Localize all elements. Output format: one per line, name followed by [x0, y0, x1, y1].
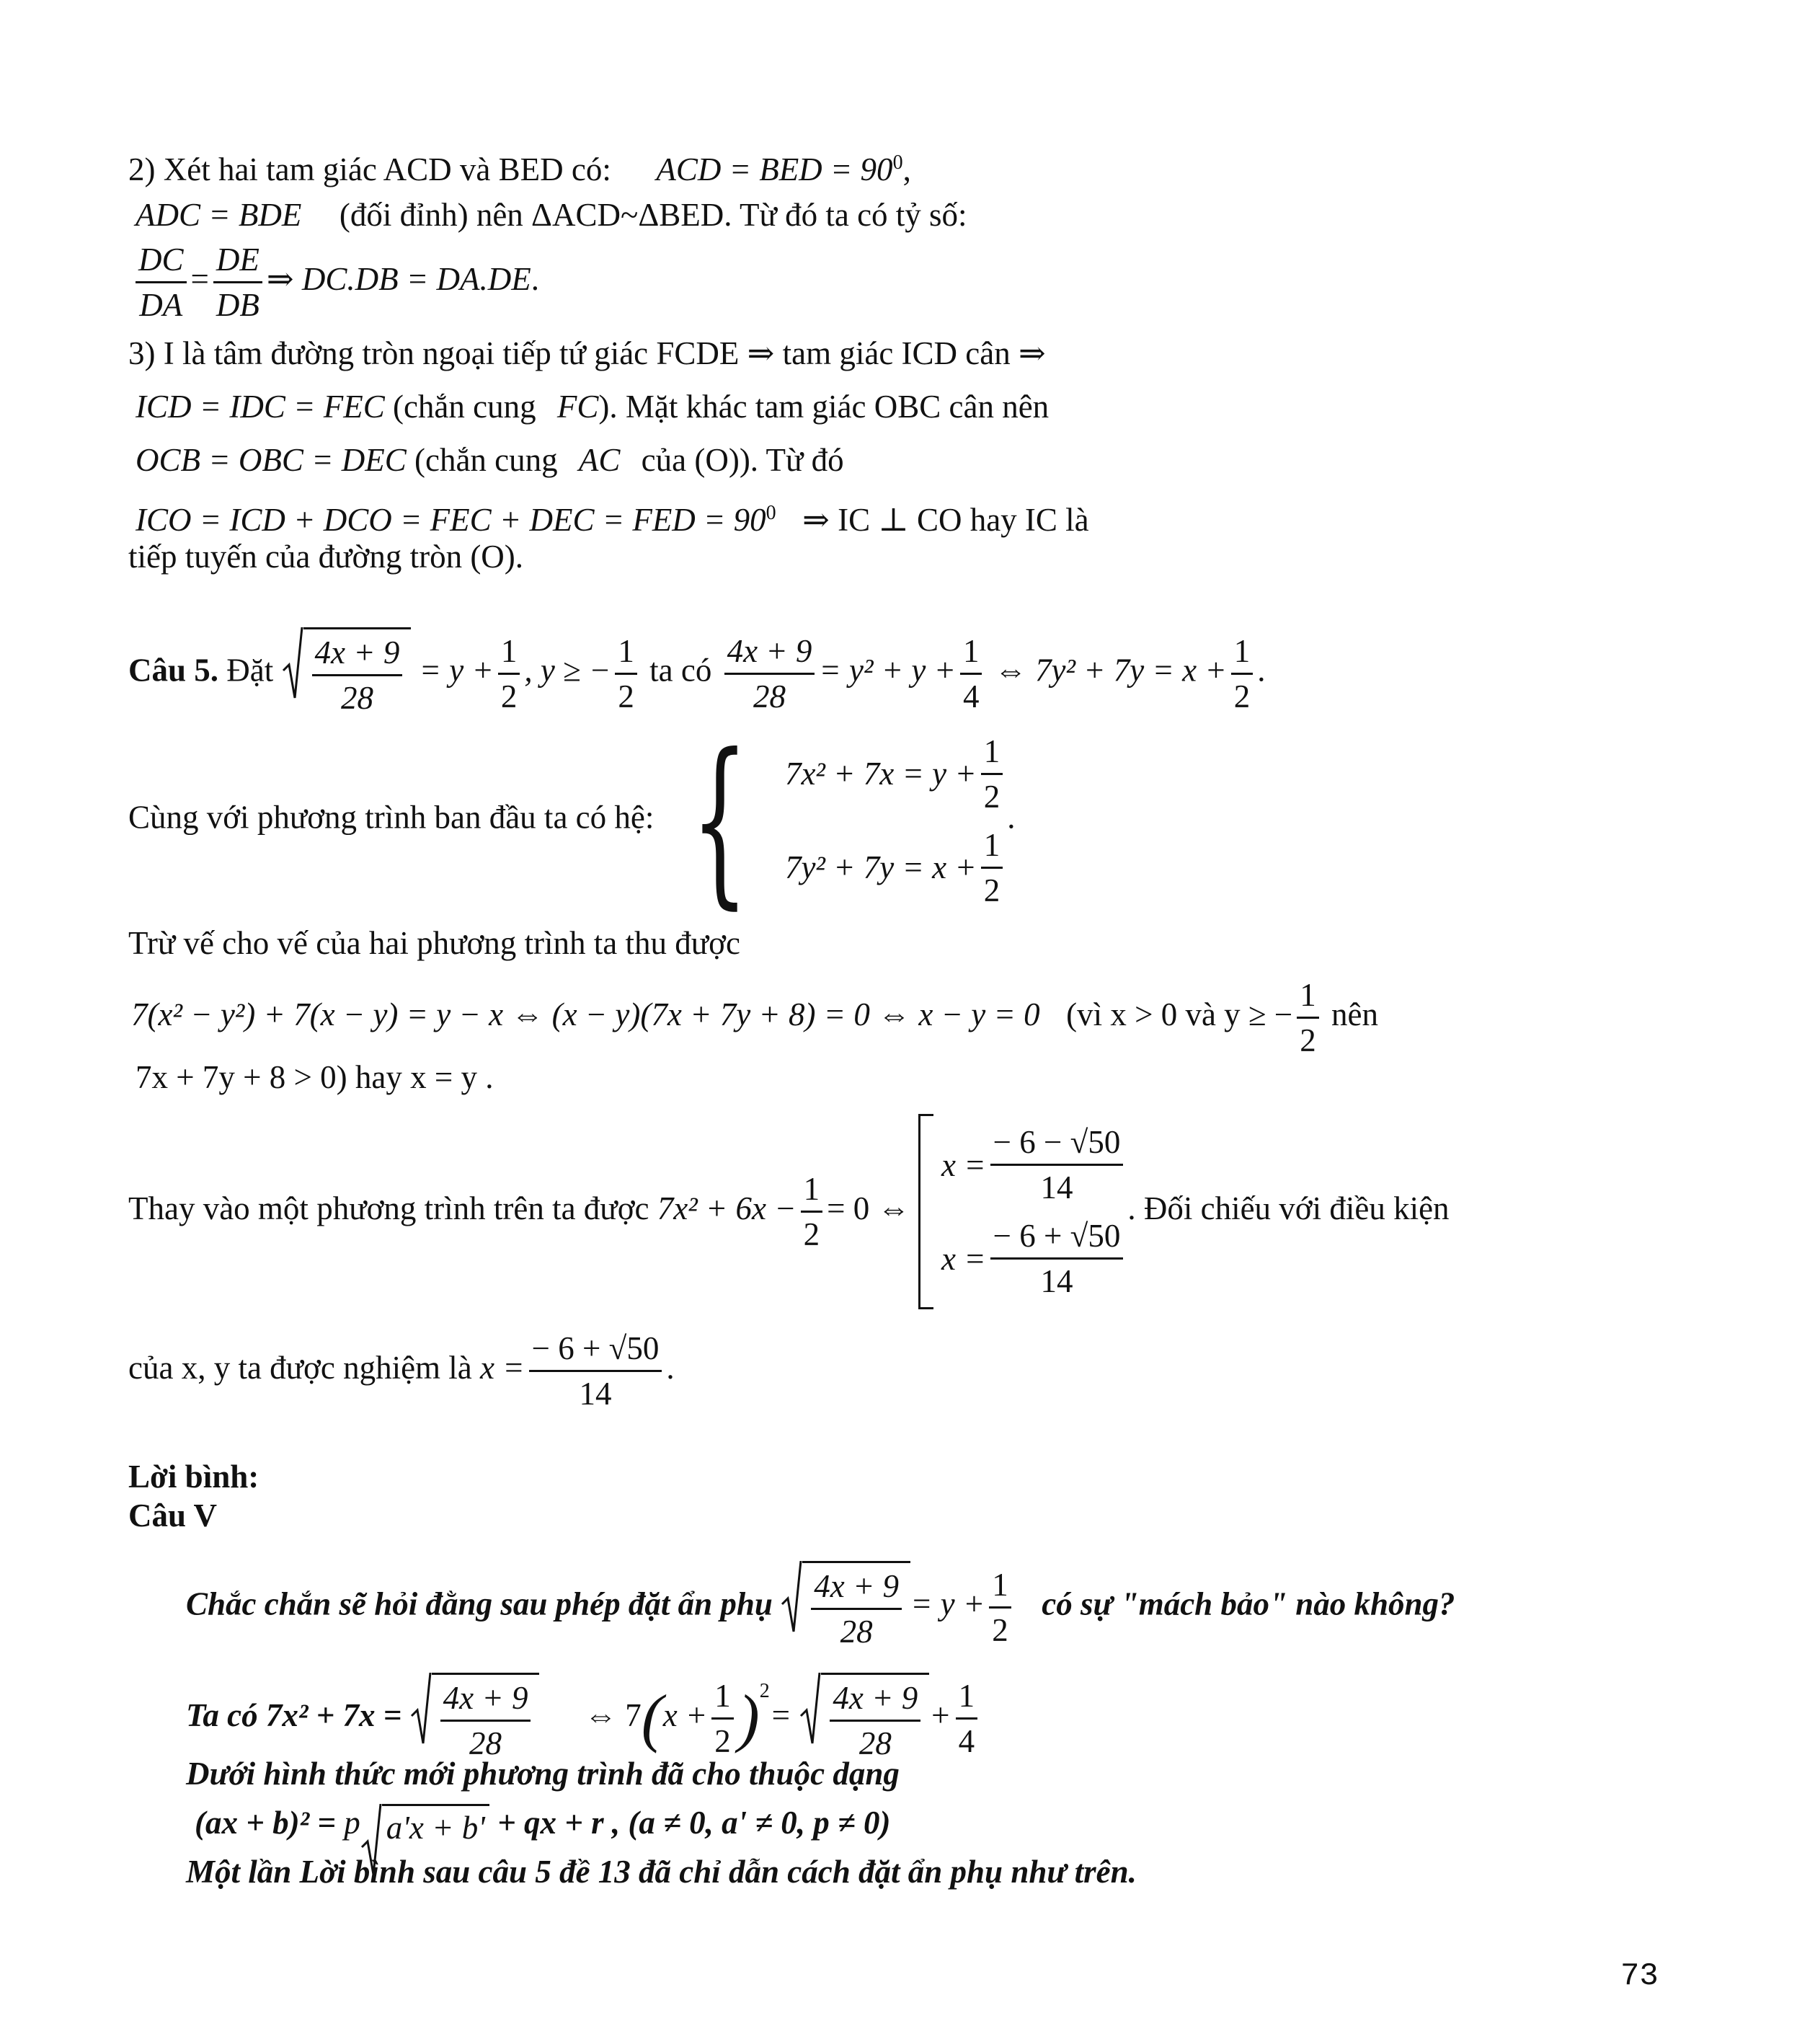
root-x: x =: [941, 1146, 986, 1183]
loi-binh: Lời bình:: [128, 1459, 259, 1495]
num: 1: [711, 1674, 734, 1720]
den: DB: [216, 287, 259, 323]
num: 4x + 9: [312, 631, 403, 676]
root1: [990, 1120, 1124, 1209]
roots: [941, 1118, 1127, 1306]
num: 1: [1297, 973, 1319, 1019]
p3-c-math: OCB = OBC = DEC: [136, 442, 407, 478]
frac-half: [1231, 629, 1254, 718]
frac-de-db: [213, 238, 262, 327]
p3-b-t2: ). Mặt khác tam giác OBC cân nên: [598, 389, 1050, 425]
p3-line1: 3) I là tâm đường tròn ngoại tiếp tứ giác FCDE ⇒ tam giác ICD cân ⇒: [128, 335, 1046, 371]
cau-v: Câu V: [128, 1497, 217, 1534]
p3-b-t1: (chắn cung: [392, 389, 536, 425]
degree: 0: [766, 502, 776, 524]
bracket-icon: [918, 1114, 933, 1309]
num: − 6 + √50: [990, 1214, 1124, 1260]
rad-body: a'x + b': [382, 1804, 489, 1848]
frac: [312, 631, 403, 720]
page-number: 73: [1620, 1958, 1659, 1994]
nen: nên: [1331, 996, 1378, 1032]
root2: [990, 1214, 1124, 1303]
frac: [811, 1565, 902, 1653]
lb2: [186, 1671, 982, 1765]
frac-quarter: [960, 629, 982, 718]
sqrt-lb2b: [799, 1673, 929, 1765]
den: 14: [579, 1376, 612, 1412]
p2-line2: [136, 195, 967, 235]
p3-line2: [136, 386, 1049, 427]
den: 2: [992, 1611, 1008, 1648]
num: − 6 − √50: [990, 1120, 1124, 1166]
frac: [830, 1676, 920, 1765]
frac: [440, 1676, 531, 1765]
den: 4: [962, 678, 980, 714]
sys-l1: 7x² + 7x = y +: [784, 756, 977, 792]
radical-icon: [282, 627, 303, 699]
lb1-eq: = y +: [910, 1585, 985, 1622]
lb4-a: (ax + b)² =: [195, 1805, 336, 1841]
sys-l2: 7y² + 7y = x +: [784, 849, 977, 885]
root-row: [941, 1212, 1127, 1306]
p3-c-ac: AC: [578, 442, 621, 478]
p2-b-math: ADC = BDE: [136, 197, 302, 233]
den: 28: [469, 1725, 502, 1761]
num: 1: [981, 823, 1003, 869]
c5-eq3: ⇔ 7y² + 7y = x +: [994, 652, 1227, 689]
radical-icon: [410, 1673, 432, 1745]
den: 2: [1233, 678, 1251, 714]
num: − 6 + √50: [529, 1327, 662, 1372]
p2-math: ACD = BED = 90: [656, 151, 893, 187]
frac-half: [981, 730, 1003, 818]
sys-row: [785, 727, 1007, 820]
sqrt-lb1: [781, 1561, 910, 1653]
thay-text: Thay vào một phương trình trên ta được: [128, 1190, 649, 1226]
lb4-b: + qx + r , (a ≠ 0, a' ≠ 0, p ≠ 0): [497, 1805, 891, 1841]
p3-b-fc: FC: [556, 389, 599, 425]
sqrt-lb4: [360, 1804, 489, 1848]
c5-line: Câu 5. Đặt $\frac{4x + 9}{28}$ = y + $\frac{1}{2}$ , y ≥ − $\frac{1}{2}$ ta có $\frac{4x + 9}{28}$ = y² + y + $\frac{1}{4}$ ⇔ 7y² + 7y = x + $\frac{1}{2}$ .: [128, 627, 1265, 720]
eq-cont: 7x + 7y + 8 > 0) hay x = y .: [136, 1059, 494, 1095]
c5-eq1: = y +: [419, 652, 494, 689]
lb2-xp: x +: [662, 1697, 708, 1733]
c5-eq2: = y² + y +: [819, 652, 956, 689]
lb5: Một lần Lời bình sau câu 5 đề 13 đã chỉ dẫn cách đặt ẩn phụ như trên.: [186, 1854, 1137, 1890]
ratio-rest: ⇒ DC.DB = DA.DE: [266, 260, 531, 297]
p3-line5: tiếp tuyến của đường tròn (O).: [128, 539, 524, 575]
radical-icon: [799, 1673, 821, 1745]
eq-long-line: [131, 973, 1378, 1062]
lb1-b: có sự "mách bảo" nào không?: [1042, 1585, 1455, 1622]
den: 2: [618, 678, 634, 714]
thay-eq: 7x² + 6x −: [657, 1190, 797, 1226]
den: 2: [983, 872, 1000, 908]
p3-d-math: ICO = ICD + DCO = FEC + DEC = FED = 90: [136, 502, 766, 538]
num: 1: [960, 629, 982, 675]
paren-close: ): [737, 1682, 760, 1754]
thay-line: [128, 1114, 1450, 1309]
den: 14: [1040, 1169, 1073, 1205]
p3-b-math: ICD = IDC = FEC: [136, 389, 385, 425]
lb4-p: p: [344, 1805, 360, 1841]
lb2-seven: 7: [625, 1697, 642, 1733]
frac-half: [711, 1674, 734, 1763]
num: 1: [989, 1563, 1011, 1609]
p3-c-t1: (chắn cung: [414, 442, 558, 478]
root-row: [941, 1118, 1127, 1212]
thay-eq2: = 0 ⇔: [827, 1190, 910, 1226]
num: 1: [801, 1167, 823, 1213]
p2-text: 2) Xét hai tam giác ACD và BED có:: [128, 151, 611, 187]
num: 4x + 9: [811, 1565, 902, 1610]
p3-c-t2: của (O)). Từ đó: [641, 442, 844, 478]
den: 28: [858, 1725, 892, 1761]
sqrt-c5: [282, 627, 412, 720]
nghiem-frac: [529, 1327, 662, 1415]
system-line: Cùng với phương trình ban đầu ta có hệ: { 7x² + 7x = y + $\frac{1}{2}$ 7y² + 7y = x + $\frac{1}{2}$ .: [128, 715, 1016, 925]
lb2-a: Ta có 7x² + 7x =: [186, 1697, 402, 1733]
num: DE: [213, 238, 262, 283]
den: 28: [753, 678, 786, 714]
lb1-a: Chắc chắn sẽ hỏi đằng sau phép đặt ẩn phụ: [186, 1585, 773, 1622]
lb2-eqs: =: [769, 1697, 792, 1733]
frac-half: [1297, 973, 1319, 1062]
den: 28: [840, 1614, 873, 1650]
frac-half: [498, 629, 520, 718]
sys-row: [785, 820, 1007, 914]
num: 1: [615, 629, 637, 675]
frac-dc-da: [136, 238, 187, 327]
eq-long-text: (vì x > 0 và y ≥ −: [1066, 996, 1293, 1032]
lb1: [186, 1561, 1455, 1653]
c5-taco: ta có: [649, 652, 712, 689]
radical-icon: [781, 1561, 802, 1633]
eq-long: 7(x² − y²) + 7(x − y) = y − x ⇔ (x − y)(7x + 7y + 8) = 0 ⇔ x − y = 0: [131, 996, 1040, 1032]
num: DC: [136, 238, 187, 283]
nghiem-line: của x, y ta được nghiệm là x = $\frac{- 6 + √50}{14}$ .: [128, 1327, 675, 1415]
c5-dat: Đặt: [226, 652, 274, 689]
squared: 2: [759, 1680, 770, 1702]
root-x: x =: [941, 1240, 986, 1277]
lb3: Dưới hình thức mới phương trình đã cho thuộc dạng: [186, 1756, 900, 1792]
frac-half: [615, 629, 637, 718]
c5-label: Câu 5.: [128, 652, 219, 689]
tru-line: Trừ vế cho vế của hai phương trình ta thu được: [128, 925, 740, 961]
den: 2: [983, 778, 1000, 815]
num: 1: [1231, 629, 1254, 675]
p3-d-text: ⇒ IC ⊥ CO hay IC là: [802, 502, 1089, 538]
den: 14: [1040, 1263, 1073, 1299]
frac-half: [989, 1563, 1011, 1652]
system: [785, 727, 1007, 914]
p3-line4: [136, 493, 1089, 540]
lb2-plus: +: [929, 1697, 951, 1733]
den: 2: [500, 678, 518, 714]
num: 1: [956, 1674, 978, 1720]
brace-icon: {: [691, 715, 748, 925]
num: 1: [498, 629, 520, 675]
den: DA: [139, 287, 183, 323]
p2-ratio: $\frac{DC}{DA}$ = $\frac{DE}{DB}$ ⇒ DC.DB = DA.DE.: [131, 238, 539, 327]
num: 1: [981, 730, 1003, 775]
num: 4x + 9: [440, 1676, 531, 1722]
lb4: [195, 1802, 890, 1848]
frac-half: [981, 823, 1003, 912]
sys-intro: Cùng với phương trình ban đầu ta có hệ:: [128, 799, 655, 836]
frac: [724, 629, 815, 718]
num: 4x + 9: [724, 629, 815, 675]
c5-cond: , y ≥ −: [524, 652, 611, 689]
den: 2: [1300, 1022, 1316, 1058]
nghiem-x: x =: [480, 1349, 525, 1386]
nghiem-text: của x, y ta được nghiệm là: [128, 1349, 472, 1386]
den: 28: [340, 680, 373, 716]
den: 2: [803, 1216, 820, 1252]
p2-line1: 2) Xét hai tam giác ACD và BED có: ACD = BED = $90^0$,: [128, 151, 911, 187]
paren-open: (: [641, 1682, 663, 1754]
doi-chieu: . Đối chiếu với điều kiện: [1127, 1190, 1450, 1226]
sqrt-lb2: [410, 1673, 540, 1765]
num: 4x + 9: [830, 1676, 920, 1722]
frac-half: [801, 1167, 823, 1256]
den: 2: [714, 1723, 731, 1760]
lb2-eq: ⇔: [584, 1697, 617, 1733]
p2-b-text: (đối đỉnh) nên ΔACD~ΔBED. Từ đó ta có tỷ số:: [339, 197, 967, 233]
p3-line3: [136, 440, 844, 480]
degree: 0: [892, 151, 903, 174]
frac-quarter: [956, 1674, 978, 1763]
den: 4: [958, 1723, 975, 1760]
